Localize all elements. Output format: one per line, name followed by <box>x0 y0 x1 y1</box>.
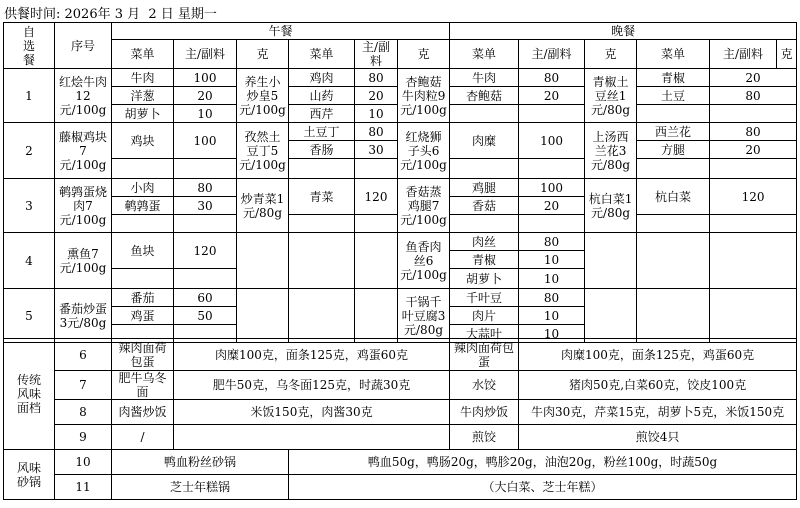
ingredient: 肉丝 <box>450 233 519 251</box>
dinner-gram-header-2: 克 <box>777 40 797 69</box>
noodle-row <box>4 425 797 450</box>
dish-name: 熏鱼7元/100g <box>55 233 112 289</box>
ingredient: 山药 <box>289 87 355 105</box>
self-select-subrow <box>4 69 797 87</box>
hotpot-name: 鸭血粉丝砂锅 <box>112 450 289 475</box>
gram: 10 <box>174 105 237 123</box>
row-number: 7 <box>55 371 112 400</box>
ingredient: 鸡蛋 <box>112 307 174 325</box>
dinner-ing-header-2: 主/副料 <box>710 40 777 69</box>
ingredient <box>637 105 710 123</box>
ingredient <box>289 215 355 233</box>
dish-name: 鹌鹑蛋烧肉7元/100g <box>55 179 112 233</box>
noodle-lunch-desc <box>174 425 450 450</box>
noodle-lunch-desc: 肉糜100克，面条125克，鸡蛋60克 <box>174 339 450 371</box>
gram: 50 <box>174 307 237 325</box>
gram <box>519 105 585 123</box>
noodle-lunch-desc: 米饭150克，肉酱30克 <box>174 400 450 425</box>
gram: 100 <box>174 123 237 159</box>
header-row-cols <box>4 40 797 69</box>
dish-name: 青椒土豆丝1元/80g <box>585 69 637 123</box>
ingredient <box>112 269 174 289</box>
ingredient: 西兰花 <box>637 123 710 141</box>
dish-name: 番茄炒蛋3元/80g <box>55 289 112 343</box>
lunch-dish-header-2: 菜单 <box>289 40 355 69</box>
ingredient: 鸡块 <box>112 123 174 159</box>
gram <box>710 159 797 179</box>
dish-name: 鱼香肉丝6元/100g <box>398 233 450 289</box>
gram: 10 <box>519 251 585 269</box>
dish-name: 红烧狮子头6元/100g <box>398 123 450 179</box>
gram <box>355 159 398 179</box>
row-number: 8 <box>55 400 112 425</box>
dish-name: 杭白菜1元/80g <box>585 179 637 233</box>
ingredient: 青椒 <box>450 251 519 269</box>
gram: 20 <box>519 87 585 105</box>
self-select-subrow <box>4 123 797 141</box>
gram <box>710 215 797 233</box>
gram: 80 <box>519 233 585 251</box>
lunch-ing-header-2: 主/副料 <box>355 40 398 69</box>
row-number: 11 <box>55 475 112 500</box>
gram: 10 <box>519 325 585 343</box>
noodle-dinner-name: 煎饺 <box>450 425 519 450</box>
dinner-ing-header-1: 主/副料 <box>519 40 585 69</box>
gram: 80 <box>710 87 797 105</box>
dinner-dish-header-2: 菜单 <box>637 40 710 69</box>
gram <box>174 269 237 289</box>
noodle-dinner-desc: 猪肉50克,白菜60克，饺皮100克 <box>519 371 797 400</box>
noodle-dinner-desc: 煎饺4只 <box>519 425 797 450</box>
gram <box>519 159 585 179</box>
dinner-header: 晚餐 <box>450 23 797 40</box>
hotpot-row <box>4 450 797 475</box>
ingredient: 肉片 <box>450 307 519 325</box>
ingredient: 方腿 <box>637 141 710 159</box>
dinner-dish-header-1: 菜单 <box>450 40 519 69</box>
noodle-dinner-name: 水饺 <box>450 371 519 400</box>
row-number: 2 <box>4 123 55 179</box>
ingredient: 青椒 <box>637 69 710 87</box>
ingredient: 杭白菜 <box>637 179 710 215</box>
ingredient <box>112 215 174 233</box>
ingredient: 鸡腿 <box>450 179 519 197</box>
dish-name: 藤椒鸡块7元/100g <box>55 123 112 179</box>
ingredient <box>450 215 519 233</box>
gram: 80 <box>355 69 398 87</box>
row-number: 1 <box>4 69 55 123</box>
gram: 30 <box>174 197 237 215</box>
noodle-dinner-name: 牛肉炒饭 <box>450 400 519 425</box>
noodle-lunch-name: 肥牛乌冬面 <box>112 371 174 400</box>
lunch-ing-header-1: 主/副料 <box>174 40 237 69</box>
dinner-gram-header-1: 克 <box>585 40 637 69</box>
category-self-select: 自 选 餐 <box>4 23 55 69</box>
category-noodle: 传统 风味 面档 <box>4 339 55 450</box>
ingredient: 牛肉 <box>450 69 519 87</box>
row-number: 9 <box>55 425 112 450</box>
noodle-lunch-desc: 肥牛50克，乌冬面125克，时蔬30克 <box>174 371 450 400</box>
gram: 120 <box>174 233 237 269</box>
hotpot-desc: 鸭血50g，鸭肠20g，鸭胗20g，油泡20g，粉丝100g，时蔬50g <box>289 450 797 475</box>
seq-header: 序号 <box>55 23 112 69</box>
noodle-lunch-name: 辣肉面荷包蛋 <box>112 339 174 371</box>
ingredient: 香肠 <box>289 141 355 159</box>
gram: 10 <box>355 105 398 123</box>
ingredient <box>450 105 519 123</box>
empty-gram <box>710 289 797 343</box>
dish-name: 干锅千叶豆腐3元/80g <box>398 289 450 343</box>
row-number: 6 <box>55 339 112 371</box>
ingredient: 肉糜 <box>450 123 519 159</box>
dish-name: 香菇蒸鸡腿7元/100g <box>398 179 450 233</box>
row-number: 5 <box>4 289 55 343</box>
dish-name: 上汤西兰花3元/80g <box>585 123 637 179</box>
empty-dish <box>585 233 637 289</box>
self-select-subrow <box>4 289 797 307</box>
ingredient: 鹌鹑蛋 <box>112 197 174 215</box>
self-select-subrow <box>4 179 797 197</box>
dish-name: 养生小炒皇5元/100g <box>237 69 289 123</box>
menu-table <box>3 22 797 343</box>
gram: 20 <box>174 87 237 105</box>
dish-name: 孜然土豆丁5元/100g <box>237 123 289 179</box>
gram: 100 <box>519 123 585 159</box>
empty-ingredient <box>289 289 355 343</box>
ingredient: 胡萝卜 <box>112 105 174 123</box>
ingredient <box>289 159 355 179</box>
ingredient: 青菜 <box>289 179 355 215</box>
lunch-gram-header-1: 克 <box>237 40 289 69</box>
row-number: 4 <box>4 233 55 289</box>
gram: 20 <box>355 87 398 105</box>
gram <box>710 105 797 123</box>
ingredient: 千叶豆 <box>450 289 519 307</box>
header-row-meals <box>4 23 797 40</box>
noodle-dinner-name: 辣肉面荷包蛋 <box>450 339 519 371</box>
ingredient: 番茄 <box>112 289 174 307</box>
dish-name: 红烩牛肉12元/100g <box>55 69 112 123</box>
empty-ingredient <box>289 233 355 289</box>
noodle-lunch-name: 肉酱炒饭 <box>112 400 174 425</box>
gram <box>355 215 398 233</box>
noodle-row <box>4 400 797 425</box>
gram: 80 <box>519 69 585 87</box>
ingredient: 土豆丁 <box>289 123 355 141</box>
empty-gram <box>355 233 398 289</box>
ingredient: 西芹 <box>289 105 355 123</box>
ingredient <box>637 159 710 179</box>
empty-ingredient <box>637 233 710 289</box>
gram: 20 <box>519 197 585 215</box>
ingredient: 洋葱 <box>112 87 174 105</box>
gram: 80 <box>355 123 398 141</box>
empty-dish <box>237 233 289 289</box>
gram: 80 <box>519 289 585 307</box>
gram <box>174 159 237 179</box>
self-select-subrow <box>4 233 797 251</box>
hotpot-desc: （大白菜、芝士年糕） <box>289 475 797 500</box>
ingredient: 大蒜叶 <box>450 325 519 343</box>
gram: 80 <box>710 123 797 141</box>
ingredient: 鸡肉 <box>289 69 355 87</box>
ingredient: 小肉 <box>112 179 174 197</box>
gram: 10 <box>519 269 585 289</box>
empty-gram <box>355 289 398 343</box>
gram: 60 <box>174 289 237 307</box>
empty-dish <box>585 289 637 343</box>
ingredient: 杏鲍菇 <box>450 87 519 105</box>
ingredient: 牛肉 <box>112 69 174 87</box>
row-number: 3 <box>4 179 55 233</box>
gram: 20 <box>710 69 797 87</box>
service-date: 供餐时间: 2026年 3 月 2 日 星期一 <box>4 7 217 22</box>
gram: 120 <box>355 179 398 215</box>
gram <box>519 215 585 233</box>
gram: 10 <box>519 307 585 325</box>
noodle-dinner-desc: 肉糜100克，面条125克，鸡蛋60克 <box>519 339 797 371</box>
gram <box>174 215 237 233</box>
noodle-row <box>4 339 797 371</box>
noodle-row <box>4 371 797 400</box>
noodle-hotpot-table <box>3 338 797 500</box>
row-number: 10 <box>55 450 112 475</box>
ingredient: 鱼块 <box>112 233 174 269</box>
noodle-dinner-desc: 牛肉30克，芹菜15克，胡萝卜5克，米饭150克 <box>519 400 797 425</box>
gram: 80 <box>174 179 237 197</box>
empty-gram <box>710 233 797 289</box>
hotpot-row <box>4 475 797 500</box>
ingredient: 土豆 <box>637 87 710 105</box>
ingredient <box>450 159 519 179</box>
empty-dish <box>237 289 289 343</box>
lunch-dish-header-1: 菜单 <box>112 40 174 69</box>
lunch-header: 午餐 <box>112 23 450 40</box>
gram: 20 <box>710 141 797 159</box>
gram: 100 <box>519 179 585 197</box>
ingredient <box>637 215 710 233</box>
lunch-gram-header-2: 克 <box>398 40 450 69</box>
gram: 120 <box>710 179 797 215</box>
gram: 100 <box>174 69 237 87</box>
ingredient <box>112 159 174 179</box>
gram: 30 <box>355 141 398 159</box>
dish-name: 杏鲍菇牛肉粒9元/100g <box>398 69 450 123</box>
dish-name: 炒青菜1元/80g <box>237 179 289 233</box>
hotpot-name: 芝士年糕锅 <box>112 475 289 500</box>
empty-ingredient <box>637 289 710 343</box>
ingredient: 香菇 <box>450 197 519 215</box>
ingredient: 胡萝卜 <box>450 269 519 289</box>
noodle-lunch-name: / <box>112 425 174 450</box>
category-hotpot: 风味 砂锅 <box>4 450 55 500</box>
